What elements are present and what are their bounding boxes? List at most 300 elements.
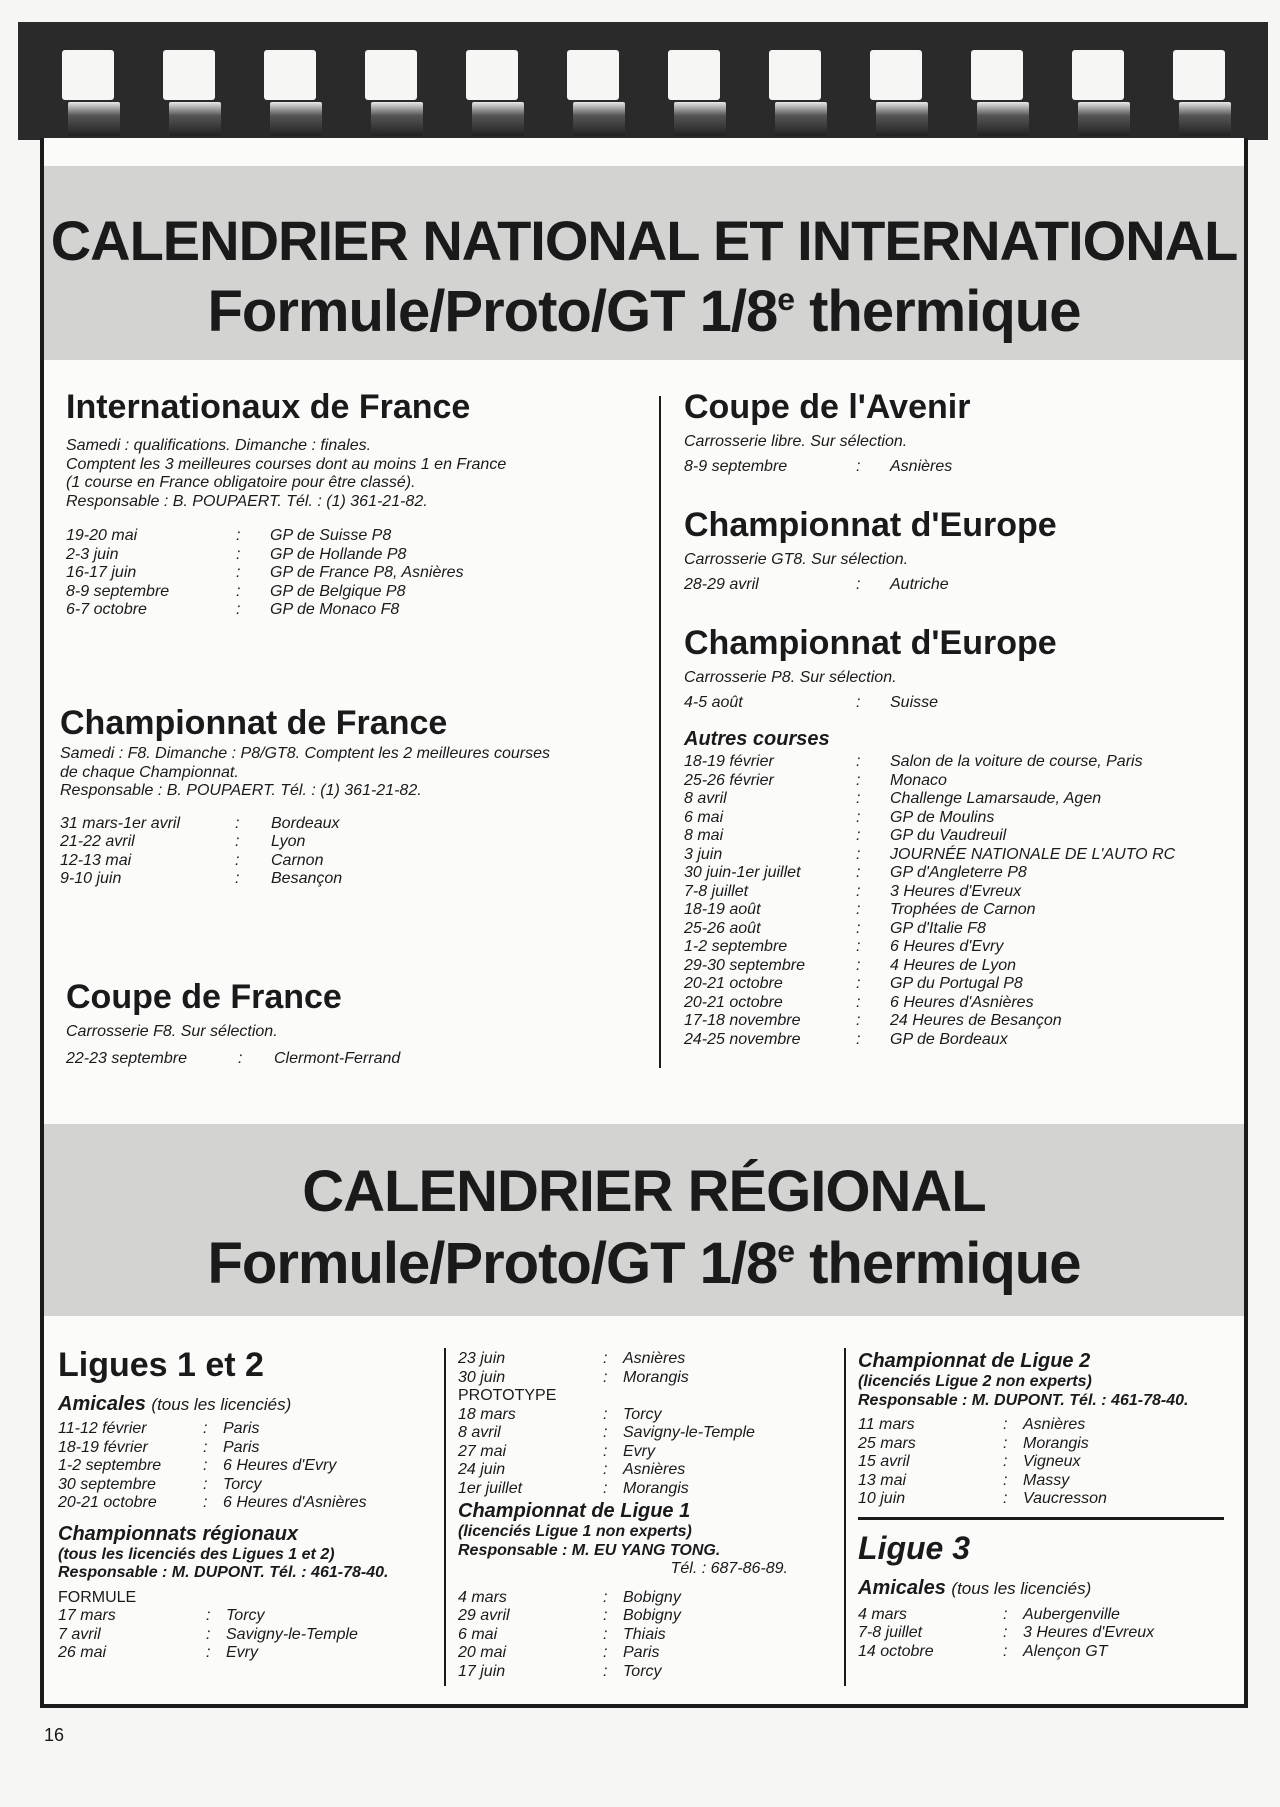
subtitle-text-end: thermique <box>794 279 1081 344</box>
colon: : <box>603 1424 608 1441</box>
date: 30 septembre <box>58 1475 156 1493</box>
list-item <box>684 1031 1244 1050</box>
ligue1-desc: Responsable : M. EU YANG TONG. <box>458 1541 721 1559</box>
list-item <box>684 846 1244 865</box>
subtitle-text: Formule/Proto/GT 1/8 <box>207 1231 778 1296</box>
list-item <box>458 1607 838 1626</box>
colon: : <box>206 1607 211 1624</box>
colon: : <box>603 1588 608 1606</box>
championnat-france-title: Championnat de France <box>60 704 448 742</box>
place: Torcy <box>623 1405 662 1423</box>
ligue1-desc: (licenciés Ligue 1 non experts) <box>458 1523 692 1540</box>
amicales-heading <box>58 1393 458 1416</box>
list-item <box>684 920 1244 939</box>
place: GP de Moulins <box>890 808 995 826</box>
date: 7-8 juillet <box>858 1624 923 1641</box>
subtitle-sup: e <box>777 281 794 318</box>
list-item <box>858 1416 1238 1435</box>
autres-title: Autres courses <box>684 728 830 750</box>
list-item <box>684 753 1244 772</box>
subtitle-text: Formule/Proto/GT 1/8 <box>207 279 778 344</box>
europe-p8-desc: Carrosserie P8. Sur sélection. <box>684 669 897 686</box>
colon: : <box>235 870 240 887</box>
colon: : <box>603 1662 608 1680</box>
colon: : <box>856 864 861 881</box>
colon: : <box>603 1405 608 1423</box>
date: 17 mars <box>58 1607 116 1624</box>
coupe-avenir-list <box>684 458 1244 477</box>
date: 26 mai <box>58 1644 107 1661</box>
colon: : <box>203 1438 208 1456</box>
colon: : <box>203 1494 208 1511</box>
coupe-avenir-desc: Carrosserie libre. Sur sélection. <box>684 433 908 450</box>
colon: : <box>1003 1605 1008 1623</box>
colon: : <box>603 1442 608 1460</box>
regionaux-title: Championnats régionaux <box>58 1522 299 1545</box>
place: Torcy <box>623 1662 662 1680</box>
date: 17 juin <box>458 1662 506 1680</box>
ligue3-title: Ligue 3 <box>858 1529 971 1566</box>
europe-p8-list <box>684 694 1244 713</box>
place: Paris <box>623 1644 660 1661</box>
list-item <box>66 527 666 546</box>
coupe-france-list <box>66 1050 666 1069</box>
list-item <box>684 772 1244 791</box>
desc-line: Responsable : B. POUPAERT. Tél. : (1) 361-21-82. <box>60 782 422 799</box>
place: Paris <box>223 1438 260 1456</box>
list-item <box>60 833 680 852</box>
list-item <box>58 1644 458 1663</box>
colon: : <box>856 975 861 992</box>
list-item <box>60 852 680 871</box>
colon: : <box>203 1475 208 1493</box>
place: Carnon <box>271 851 324 869</box>
date: 6 mai <box>458 1625 498 1643</box>
place: GP de Hollande P8 <box>270 545 407 563</box>
place: Morangis <box>623 1479 689 1497</box>
place: Autriche <box>890 575 949 593</box>
colon: : <box>603 1644 608 1661</box>
date: 8 avril <box>684 790 727 807</box>
coupe-france-section <box>66 978 666 1068</box>
place: Aubergenville <box>1023 1605 1120 1623</box>
binding-hole <box>163 50 215 100</box>
place: GP de Bordeaux <box>890 1030 1008 1048</box>
date: 11 mars <box>858 1416 915 1433</box>
list-item <box>858 1453 1238 1472</box>
binding-hole <box>567 50 619 100</box>
date: 18 mars <box>458 1405 516 1423</box>
colon: : <box>1003 1416 1008 1433</box>
place: Monaco <box>890 771 947 789</box>
prototype-list <box>458 1406 838 1499</box>
date: 1-2 septembre <box>58 1457 162 1474</box>
place: Morangis <box>1023 1434 1089 1452</box>
date: 8 avril <box>458 1424 501 1441</box>
binding-ring <box>674 102 726 136</box>
place: 3 Heures d'Evreux <box>890 882 1022 900</box>
date: 15 avril <box>858 1453 910 1470</box>
ligue1-title: Championnat de Ligue 1 <box>458 1500 691 1522</box>
place: Morangis <box>623 1368 689 1386</box>
prototype-label: PROTOTYPE <box>458 1387 557 1404</box>
colon: : <box>603 1350 608 1367</box>
ligue2-desc: (licenciés Ligue 2 non experts) <box>858 1373 1092 1390</box>
ligue2-title: Championnat de Ligue 2 <box>858 1350 1091 1372</box>
binding-ring <box>1179 102 1231 136</box>
colon: : <box>236 545 241 563</box>
binding-ring <box>573 102 625 136</box>
subtitle-sup: e <box>777 1233 794 1270</box>
list-item <box>66 564 666 583</box>
list-item <box>684 827 1244 846</box>
date: 8-9 septembre <box>684 457 788 475</box>
colon: : <box>236 527 241 544</box>
colon: : <box>235 851 240 869</box>
place: GP de France P8, Asnières <box>270 564 464 581</box>
list-item <box>458 1480 838 1499</box>
regional-header-band <box>44 1124 1244 1316</box>
binding-ring <box>270 102 322 136</box>
place: Salon de la voiture de course, Paris <box>890 753 1143 770</box>
ligue2-list <box>858 1416 1238 1509</box>
ligues12-section <box>58 1346 458 1663</box>
place: Bobigny <box>623 1588 681 1606</box>
national-title: CALENDRIER NATIONAL ET INTERNATIONAL <box>50 209 1238 272</box>
colon: : <box>603 1368 608 1386</box>
list-item <box>684 809 1244 828</box>
date: 22-23 septembre <box>66 1049 187 1067</box>
colon: : <box>236 601 241 618</box>
list-item <box>684 790 1244 809</box>
place: GP d'Italie F8 <box>890 919 986 937</box>
place: Lyon <box>271 833 306 850</box>
date: 31 mars-1er avril <box>60 814 181 832</box>
ligue1-tel: Tél. : 687-86-89. <box>670 1560 788 1577</box>
date: 12-13 mai <box>60 851 132 869</box>
ligue3-amicales-heading <box>858 1577 1238 1600</box>
date: 20-21 octobre <box>58 1494 157 1511</box>
date: 1-2 septembre <box>684 938 788 955</box>
date: 24 juin <box>458 1461 506 1478</box>
colon: : <box>856 790 861 807</box>
list-item <box>458 1644 838 1663</box>
colon: : <box>235 833 240 850</box>
coupe-france-desc: Carrosserie F8. Sur sélection. <box>66 1023 278 1040</box>
list-item <box>458 1626 838 1645</box>
formule-label: FORMULE <box>58 1588 137 1606</box>
middle-section <box>458 1350 838 1681</box>
place: 6 Heures d'Evry <box>223 1457 337 1474</box>
page-frame <box>40 138 1248 1708</box>
list-item <box>684 694 1244 713</box>
place: Vigneux <box>1023 1453 1081 1470</box>
date: 3 juin <box>684 845 723 863</box>
list-item <box>66 601 666 620</box>
date: 1er juillet <box>458 1479 523 1497</box>
colon: : <box>856 956 861 974</box>
amicales-list <box>58 1420 458 1513</box>
list-item <box>858 1624 1238 1643</box>
middle-list-a <box>458 1350 838 1387</box>
subtitle-text-end: thermique <box>794 1231 1081 1296</box>
colon: : <box>236 582 241 600</box>
colon: : <box>1003 1624 1008 1641</box>
binding-ring <box>1078 102 1130 136</box>
binding-ring <box>977 102 1029 136</box>
binding-ring <box>775 102 827 136</box>
desc-line: (1 course en France obligatoire pour être classé). <box>66 474 416 491</box>
place: Asnières <box>623 1350 686 1367</box>
date: 18-19 février <box>58 1438 148 1456</box>
desc-line: Comptent les 3 meilleures courses dont au moins 1 en France <box>66 455 507 473</box>
list-item <box>58 1476 458 1495</box>
colon: : <box>603 1625 608 1643</box>
date: 7 avril <box>58 1625 101 1643</box>
colon: : <box>1003 1453 1008 1470</box>
desc-line: Responsable : B. POUPAERT. Tél. : (1) 361-21-82. <box>66 492 428 510</box>
place: GP de Belgique P8 <box>270 582 406 600</box>
date: 20 mai <box>458 1644 507 1661</box>
colon: : <box>203 1457 208 1474</box>
place: Asnières <box>623 1461 686 1478</box>
colon: : <box>1003 1490 1008 1507</box>
ligue2-desc: Responsable : M. DUPONT. Tél. : 461-78-40. <box>858 1391 1189 1409</box>
place: Paris <box>223 1420 260 1437</box>
list-item <box>58 1626 458 1645</box>
date: 6 mai <box>684 808 724 826</box>
date: 21-22 avril <box>60 833 135 850</box>
regional-title: CALENDRIER RÉGIONAL <box>302 1159 986 1224</box>
date: 18-19 août <box>684 901 761 918</box>
place: 6 Heures d'Asnières <box>223 1494 367 1511</box>
list-item <box>58 1420 458 1439</box>
date: 10 juin <box>858 1490 906 1507</box>
internationaux-desc <box>66 437 666 511</box>
list-item <box>684 576 1244 595</box>
date: 25-26 août <box>684 919 761 937</box>
colon: : <box>856 693 861 711</box>
date: 24-25 novembre <box>684 1030 801 1048</box>
list-item <box>858 1490 1238 1509</box>
europe-gt8-title: Championnat d'Europe <box>684 506 1057 544</box>
date: 29-30 septembre <box>684 956 805 974</box>
date: 30 juin <box>458 1368 506 1386</box>
championnat-france-list <box>60 815 680 889</box>
colon: : <box>206 1625 211 1643</box>
list-item <box>458 1461 838 1480</box>
date: 4 mars <box>458 1588 507 1606</box>
place: Bordeaux <box>271 814 340 832</box>
date: 8-9 septembre <box>66 582 170 600</box>
date: 4 mars <box>858 1605 907 1623</box>
date: 9-10 juin <box>60 870 122 887</box>
colon: : <box>856 808 861 826</box>
list-item <box>458 1663 838 1682</box>
colon: : <box>856 901 861 918</box>
colon: : <box>236 564 241 581</box>
europe-gt8-list <box>684 576 1244 595</box>
date: 29 avril <box>458 1607 510 1624</box>
list-item <box>58 1607 458 1626</box>
amicales-note: (tous les licenciés) <box>151 1395 292 1414</box>
place: Besançon <box>271 870 343 887</box>
list-item <box>458 1424 838 1443</box>
place: GP du Portugal P8 <box>890 975 1023 992</box>
regional-subtitle <box>44 1230 1244 1297</box>
list-item <box>458 1350 838 1369</box>
date: 8 mai <box>684 827 724 844</box>
list-item <box>684 901 1244 920</box>
place: 6 Heures d'Evry <box>890 938 1004 955</box>
date: 2-3 juin <box>66 545 119 563</box>
binding-hole <box>870 50 922 100</box>
desc-line: Samedi : F8. Dimanche : P8/GT8. Comptent les 2 meilleures courses <box>60 745 550 762</box>
colon: : <box>856 1030 861 1048</box>
list-item <box>858 1606 1238 1625</box>
place: JOURNÉE NATIONALE DE L'AUTO RC <box>890 845 1176 863</box>
colon: : <box>856 575 861 593</box>
list-item <box>684 1012 1244 1031</box>
list-item <box>60 870 680 889</box>
list-item <box>684 864 1244 883</box>
colon: : <box>206 1644 211 1661</box>
coupe-avenir-title: Coupe de l'Avenir <box>684 388 971 426</box>
list-item <box>684 458 1244 477</box>
europe-gt8-desc: Carrosserie GT8. Sur sélection. <box>684 551 909 568</box>
europe-p8-title: Championnat d'Europe <box>684 624 1057 662</box>
place: GP du Vaudreuil <box>890 827 1007 844</box>
list-item <box>58 1457 458 1476</box>
amicales-title: Amicales <box>858 1576 946 1599</box>
place: Torcy <box>226 1607 265 1624</box>
colon: : <box>856 827 861 844</box>
column-divider <box>659 396 661 1068</box>
place: GP de Suisse P8 <box>270 527 392 544</box>
place: Evry <box>623 1442 655 1460</box>
binding-ring <box>169 102 221 136</box>
date: 4-5 août <box>684 693 743 711</box>
amicales-note: (tous les licenciés) <box>951 1578 1092 1598</box>
place: Clermont-Ferrand <box>274 1049 401 1067</box>
place: Asnières <box>1023 1416 1086 1433</box>
list-item <box>684 938 1244 957</box>
binding-ring <box>472 102 524 136</box>
list-item <box>458 1589 838 1608</box>
colon: : <box>1003 1434 1008 1452</box>
binding-hole <box>769 50 821 100</box>
binding-hole <box>1173 50 1225 100</box>
colon: : <box>856 457 861 475</box>
binding-hole <box>971 50 1023 100</box>
list-item <box>58 1494 458 1513</box>
page-number: 16 <box>44 1725 65 1745</box>
autres-list <box>684 753 1244 1049</box>
binding-hole <box>668 50 720 100</box>
coupe-france-title: Coupe de France <box>66 978 342 1016</box>
list-item <box>60 815 680 834</box>
regionaux-desc: (tous les licenciés des Ligues 1 et 2) <box>58 1545 335 1563</box>
colon: : <box>603 1461 608 1478</box>
regional-divider-2 <box>844 1348 846 1686</box>
colon: : <box>856 753 861 770</box>
list-item <box>684 957 1244 976</box>
place: Torcy <box>223 1475 262 1493</box>
date: 11-12 février <box>58 1420 147 1437</box>
national-subtitle <box>44 278 1244 345</box>
right-column <box>684 388 1244 1049</box>
list-item <box>458 1369 838 1388</box>
colon: : <box>856 938 861 955</box>
list-item <box>458 1406 838 1425</box>
date: 25-26 février <box>684 771 774 789</box>
internationaux-list <box>66 527 666 620</box>
colon: : <box>856 845 861 863</box>
place: Trophées de Carnon <box>890 901 1036 918</box>
regionaux-desc: Responsable : M. DUPONT. Tél. : 461-78-40. <box>58 1564 389 1581</box>
list-item <box>684 975 1244 994</box>
list-item <box>458 1443 838 1462</box>
date: 25 mars <box>858 1434 916 1452</box>
colon: : <box>1003 1642 1008 1660</box>
place: Thiais <box>623 1625 666 1643</box>
internationaux-title: Internationaux de France <box>66 388 471 426</box>
list-item <box>684 994 1244 1013</box>
right-regional-section <box>858 1350 1238 1661</box>
national-header-band <box>44 166 1244 360</box>
desc-line: Samedi : qualifications. Dimanche : finales. <box>66 437 372 454</box>
place: 24 Heures de Besançon <box>890 1012 1062 1029</box>
date: 6-7 octobre <box>66 601 147 618</box>
formule-list <box>58 1607 458 1663</box>
binding-hole <box>1072 50 1124 100</box>
place: Asnières <box>890 457 953 475</box>
date: 17-18 novembre <box>684 1012 801 1029</box>
place: GP de Monaco F8 <box>270 601 400 618</box>
date: 30 juin-1er juillet <box>684 864 801 881</box>
binding-hole <box>466 50 518 100</box>
list-item <box>66 546 666 565</box>
date: 28-29 avril <box>684 575 759 593</box>
place: Evry <box>226 1644 258 1661</box>
binding-hole <box>62 50 114 100</box>
list-item <box>66 583 666 602</box>
colon: : <box>235 814 240 832</box>
date: 14 octobre <box>858 1642 934 1660</box>
list-item <box>858 1643 1238 1662</box>
colon: : <box>603 1607 608 1624</box>
list-item <box>684 883 1244 902</box>
colon: : <box>856 1012 861 1029</box>
binding-ring <box>68 102 120 136</box>
desc-line: de chaque Championnat. <box>60 763 239 781</box>
date: 20-21 octobre <box>684 975 783 992</box>
binding-hole <box>365 50 417 100</box>
list-item <box>858 1472 1238 1491</box>
spiral-binding <box>18 22 1268 140</box>
date: 18-19 février <box>684 753 774 770</box>
list-item <box>858 1435 1238 1454</box>
place: Savigny-le-Temple <box>226 1625 358 1643</box>
date: 16-17 juin <box>66 564 137 581</box>
place: GP d'Angleterre P8 <box>890 864 1027 881</box>
championnat-france-section <box>60 704 680 889</box>
colon: : <box>603 1479 608 1497</box>
colon: : <box>238 1049 243 1067</box>
colon: : <box>856 993 861 1011</box>
place: Alençon GT <box>1023 1642 1108 1660</box>
colon: : <box>1003 1471 1008 1489</box>
